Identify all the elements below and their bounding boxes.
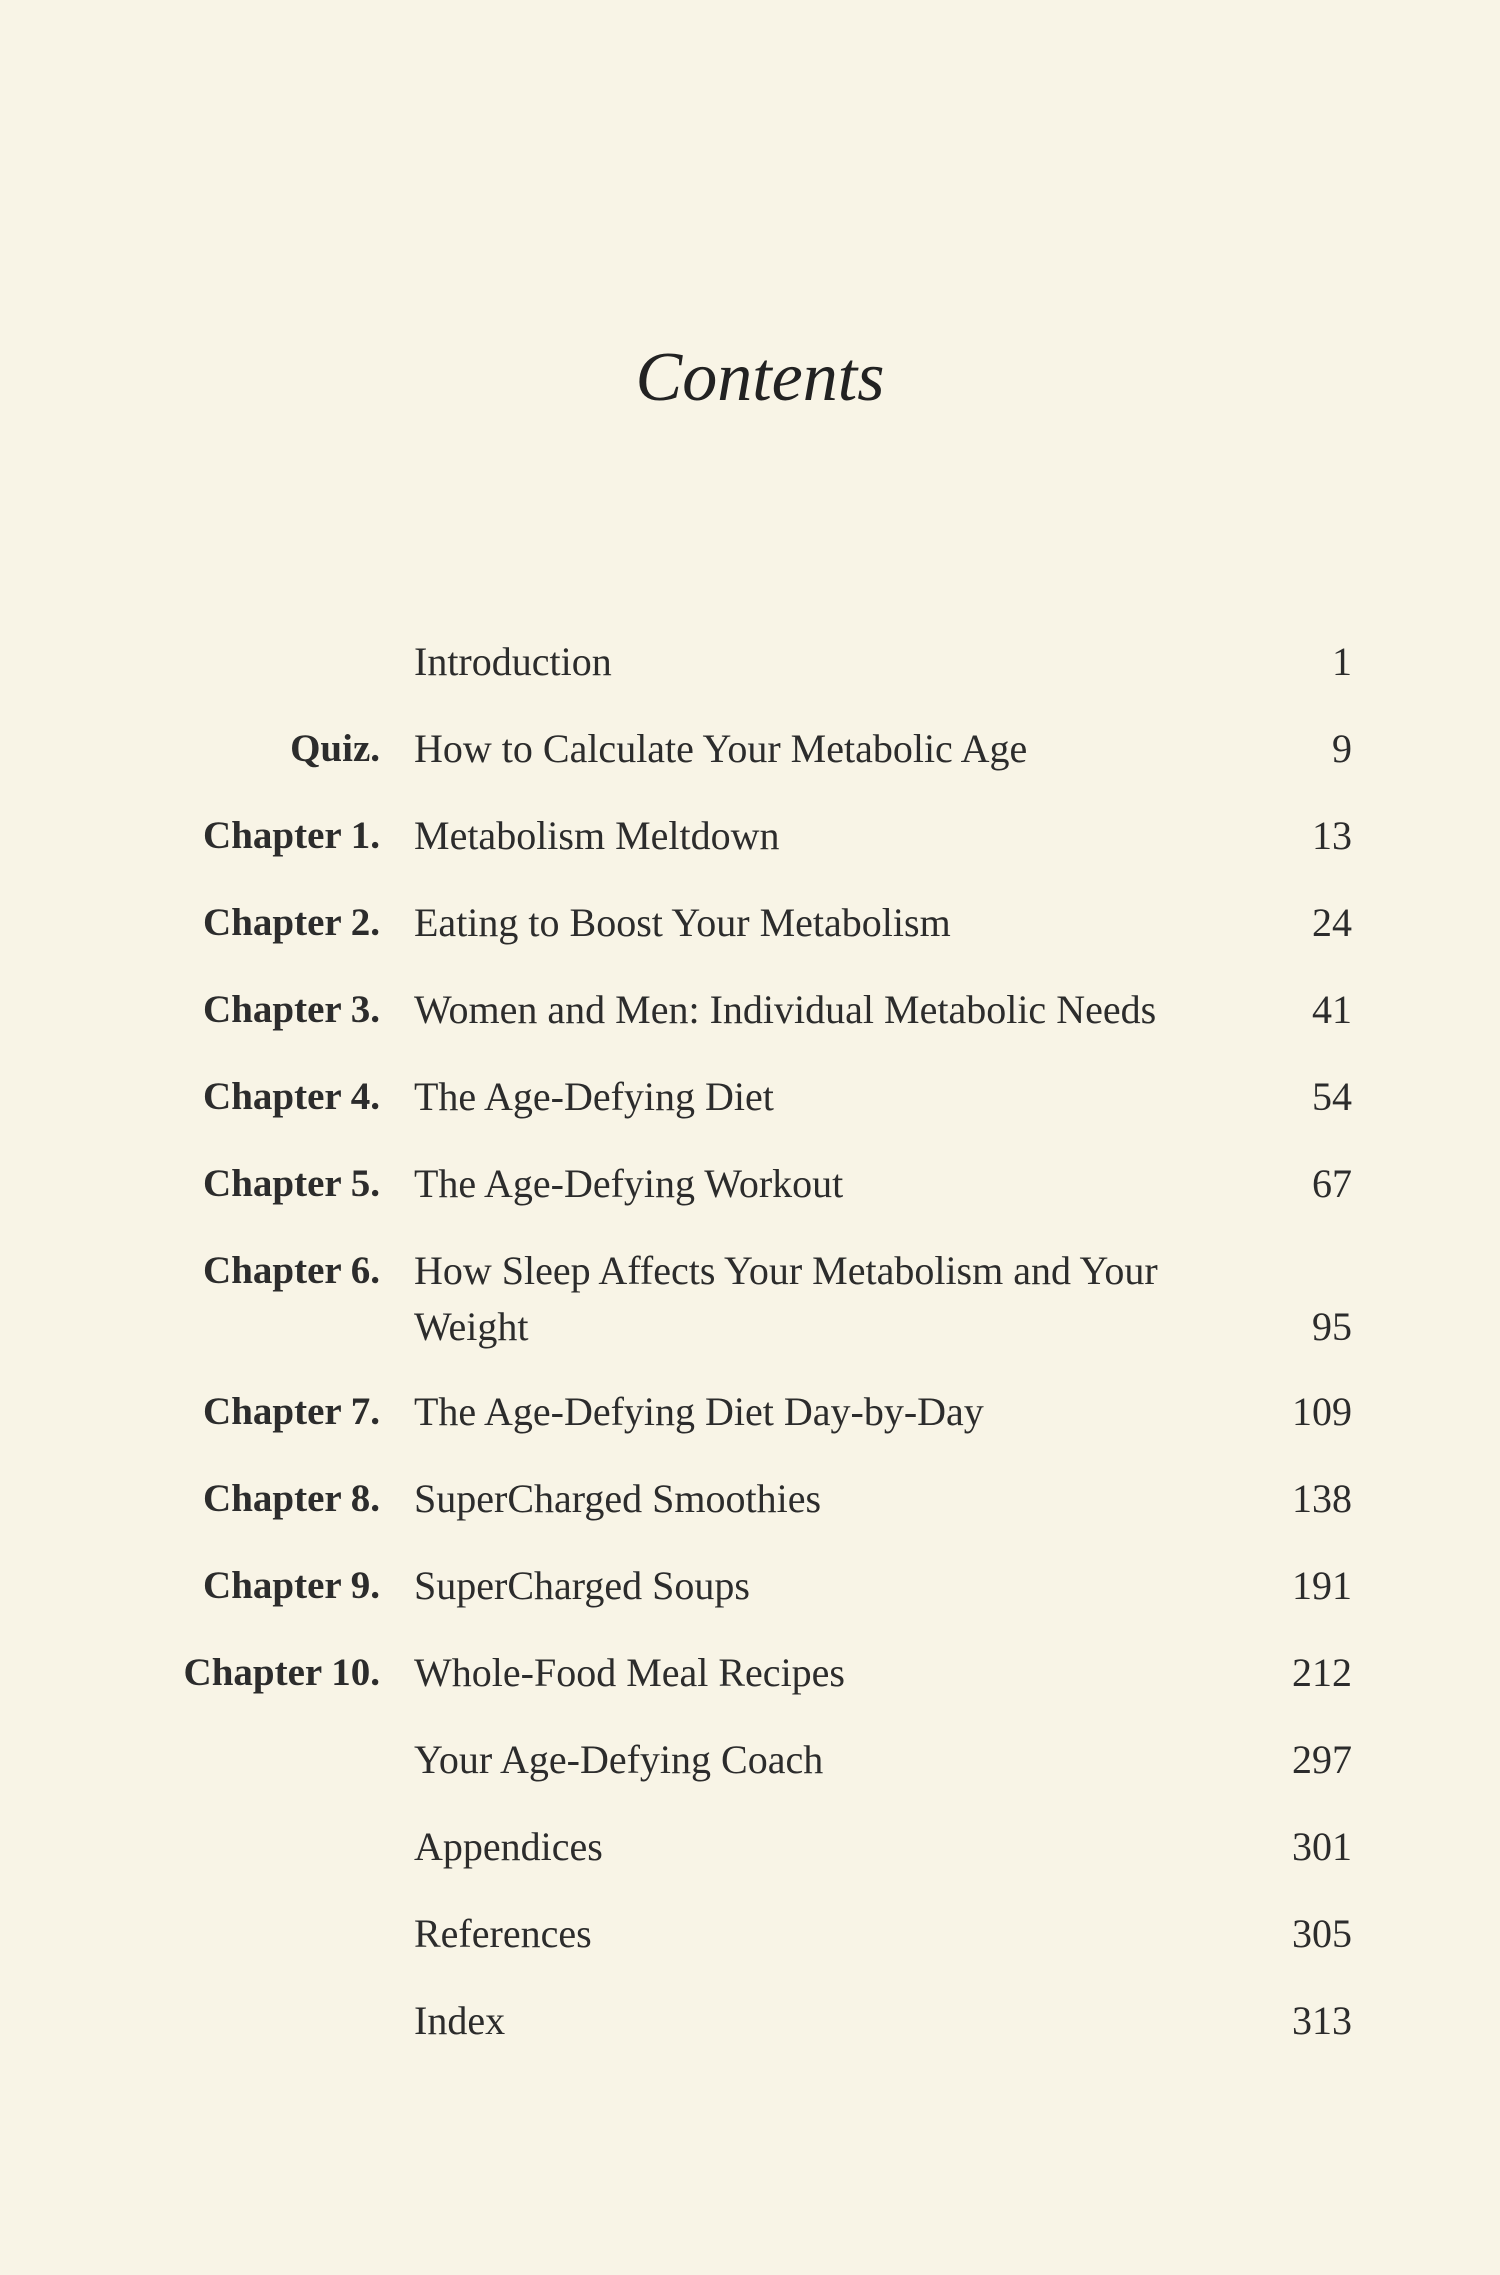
- toc-entry-page: 9: [1332, 726, 1352, 771]
- toc-entry-label: Chapter 9.: [203, 1564, 380, 1607]
- toc-entry-title: References: [414, 1911, 592, 1956]
- toc-entry-page: 191: [1292, 1563, 1352, 1608]
- toc-entry-label: Chapter 2.: [203, 901, 380, 944]
- toc-entry-title: Eating to Boost Your Metabolism: [414, 900, 951, 945]
- toc-entry-label: Chapter 4.: [203, 1075, 380, 1118]
- toc-entry-page: 41: [1312, 987, 1352, 1032]
- toc-entry-label: Chapter 8.: [203, 1477, 380, 1520]
- toc-entry-page: 109: [1292, 1389, 1352, 1434]
- toc-entry-label: Chapter 1.: [203, 814, 380, 857]
- toc-entry-page: 313: [1292, 1998, 1352, 2043]
- toc-entry-label: Chapter 5.: [203, 1162, 380, 1205]
- toc-entry-page: 301: [1292, 1824, 1352, 1869]
- toc-entry-title: SuperCharged Soups: [414, 1563, 750, 1608]
- toc-entry-title: The Age-Defying Diet Day-by-Day: [414, 1389, 984, 1434]
- toc-entry-page: 138: [1292, 1476, 1352, 1521]
- toc-entry-title: The Age-Defying Diet: [414, 1074, 774, 1119]
- toc-entry-label: Chapter 7.: [203, 1390, 380, 1433]
- toc-entry-title: Appendices: [414, 1824, 603, 1869]
- toc-entry-title: Whole-Food Meal Recipes: [414, 1650, 845, 1695]
- toc-entry-page: 54: [1312, 1074, 1352, 1119]
- toc-entry-page: 212: [1292, 1650, 1352, 1695]
- toc-entry-title: The Age-Defying Workout: [414, 1161, 844, 1206]
- toc-entry-label: Quiz.: [290, 727, 380, 770]
- toc-entry-label: Chapter 6.: [203, 1249, 380, 1292]
- toc-entry-page: 67: [1312, 1161, 1352, 1206]
- toc-entry-title: How to Calculate Your Metabolic Age: [414, 726, 1028, 771]
- toc-entry-page: 95: [1312, 1304, 1352, 1349]
- toc-entry-title: Index: [414, 1998, 506, 2043]
- toc-entry-label: Chapter 3.: [203, 988, 380, 1031]
- toc-entry-title: Metabolism Meltdown: [414, 813, 780, 858]
- page-title: Contents: [635, 339, 885, 416]
- toc-entry-title: Introduction: [414, 639, 612, 684]
- toc-entry-title: How Sleep Affects Your Metabolism and Your Weight: [414, 1248, 1158, 1349]
- toc-entry-page: 297: [1292, 1737, 1352, 1782]
- toc-entry-label: Chapter 10.: [183, 1651, 380, 1694]
- toc-entry-page: 305: [1292, 1911, 1352, 1956]
- toc-entry-title: Your Age-Defying Coach: [414, 1737, 824, 1782]
- toc-entry-title: SuperCharged Smoothies: [414, 1476, 822, 1521]
- toc-entry-page: 24: [1312, 900, 1352, 945]
- toc-entry-page: 1: [1332, 639, 1352, 684]
- toc-entry-page: 13: [1312, 813, 1352, 858]
- toc-entry-title: Women and Men: Individual Metabolic Needs: [414, 987, 1157, 1032]
